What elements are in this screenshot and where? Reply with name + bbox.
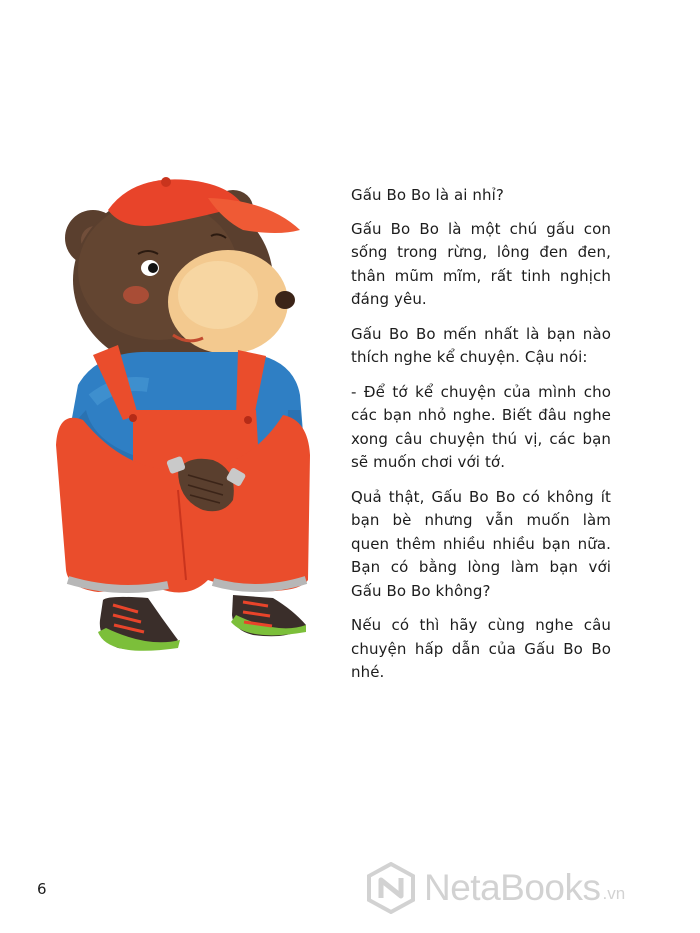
story-text <box>351 184 611 696</box>
sneakers <box>98 595 306 651</box>
story-paragraph: Gấu Bo Bo là một chú gấu con sống trong rừng, lông đen đen, thân mũm mĩm, rất tinh nghịch đáng yêu. <box>351 219 611 308</box>
netabooks-watermark <box>366 862 696 914</box>
story-paragraph: Quả thật, Gấu Bo Bo có không ít bạn bè nhưng vẫn muốn làm quen thêm nhiều nhiều bạn nữa. Bạn có bằng lòng làm bạn với Gấu Bo Bo không? <box>351 487 611 600</box>
page-number: 6 <box>37 880 47 898</box>
watermark-suffix: .vn <box>602 884 626 903</box>
bear-muzzle <box>168 250 295 354</box>
story-paragraph: Nếu có thì hãy cùng nghe câu chuyện hấp dẫn của Gấu Bo Bo nhé. <box>351 616 611 681</box>
story-paragraph: - Để tớ kể chuyện của mình cho các bạn nhỏ nghe. Biết đâu nghe xong câu chuyện thú vị, các bạn sẽ muốn chơi với tớ. <box>351 382 611 471</box>
netabooks-logo-icon <box>366 862 416 914</box>
story-paragraph: Gấu Bo Bo mến nhất là bạn nào thích nghe kể chuyện. Cậu nói: <box>351 324 611 366</box>
bear-illustration <box>38 170 328 670</box>
watermark-brand: NetaBooks <box>424 867 601 908</box>
story-question: Gấu Bo Bo là ai nhỉ? <box>351 186 504 204</box>
